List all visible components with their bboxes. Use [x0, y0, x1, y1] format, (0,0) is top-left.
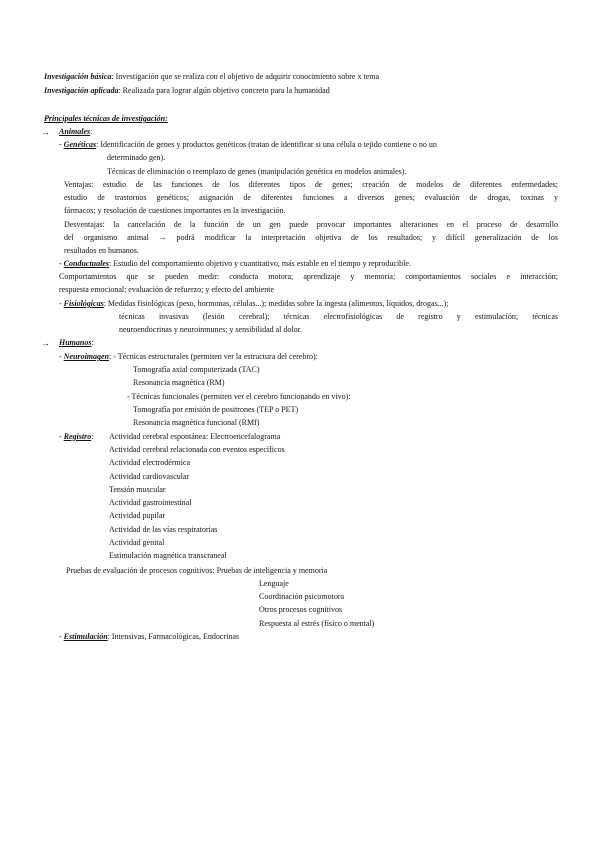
technique-item: Resonancia magnética (RM) — [133, 378, 225, 387]
functional-techniques: - Técnicas funcionales (permiten ver el cerebro funcionando en vivo): — [127, 392, 351, 401]
recording-item: Actividad pupilar — [109, 511, 166, 520]
cognitive-test-item: Respuesta al estrés (físico o mental) — [259, 619, 375, 628]
subsection-label: Neuroimagen — [63, 352, 110, 361]
bullet-dash: - — [59, 299, 62, 308]
label-colon: : — [91, 432, 94, 441]
section-heading: Humanos — [59, 338, 92, 347]
bullet-dash: - — [59, 352, 62, 361]
stimulation-line — [59, 632, 239, 642]
subsection-label: Genéticas — [63, 140, 97, 149]
disadvantages-line: del organismo animal → podrá modificar la interpretación objetiva de los resultados; y difícil generalización de los — [64, 233, 558, 242]
recording-item: Actividad cerebral relacionada con eventos específicos — [109, 445, 285, 454]
physiological-line — [59, 299, 449, 309]
genetics-line-2: Técnicas de eliminación o reemplazo de genes (manipulación genética en modelos animales). — [107, 167, 407, 176]
cognitive-test-item: Lenguaje — [259, 579, 289, 588]
behaviors-line: respuesta emocional; evaluación de refuerzo; y efecto del ambiente — [59, 285, 275, 294]
heading-colon: : — [90, 127, 93, 136]
recording-item: Tensión muscular — [109, 485, 166, 494]
recording-line — [59, 432, 93, 442]
definition-text: : Investigación que se realiza con el objetivo de adquirir conocimiento sobre x tema — [111, 72, 380, 81]
recording-item: Actividad de las vías respiratorias — [109, 525, 218, 534]
section-animales — [59, 127, 92, 137]
definition-term: Investigación básica — [44, 72, 112, 81]
arrow-right-icon: → — [41, 338, 50, 348]
genetics-continuation: determinado gen). — [107, 153, 166, 162]
subsection-label: Registro — [63, 432, 92, 441]
cognitive-test-item: Coordinación psicomotora — [259, 592, 345, 601]
bullet-dash: - — [59, 259, 62, 268]
technique-item: Tomografía por emisión de positrones (TEP o PET) — [133, 405, 299, 414]
subsection-label: Conductuales — [63, 259, 110, 268]
definition-text: : Realizada para lograr algún objetivo concreto para la humanidad — [118, 86, 330, 95]
definition-basic — [44, 72, 379, 82]
genetics-text: : Identificación de genes y productos genéticos (tratan de identificar si una célula o tejido contiene o no un — [96, 140, 437, 149]
recording-item: Estimulación magnética transcraneal — [109, 551, 227, 560]
bullet-dash: - — [59, 632, 62, 641]
heading-colon: : — [91, 338, 94, 347]
neuroimaging-line — [59, 352, 318, 362]
definition-applied — [44, 86, 330, 96]
cognitive-tests-intro: Pruebas de evaluación de procesos cognitivos: Pruebas de inteligencia y memoria — [66, 566, 328, 575]
disadvantages-line: Desventajas: la cancelación de la función de un gen puede provocar importantes alteraciones en el proceso de desarrollo — [64, 220, 558, 229]
label-colon: : — [109, 352, 112, 361]
definition-term: Investigación aplicada — [44, 86, 119, 95]
section-heading: Animales — [59, 127, 91, 136]
behaviors-line: Comportamientos que se pueden medir: conducta motora; aprendizaje y memoria; comportamientos sociales e interacción; — [59, 272, 558, 281]
physiological-continuation: neuroendocrinas y neuroinmunes; y sensibilidad al dolor. — [119, 325, 302, 334]
technique-item: Tomografía axial computerizada (TAC) — [133, 365, 260, 374]
cognitive-test-item: Otros procesos cognitivos — [259, 605, 343, 614]
recording-item: Actividad genital — [109, 538, 165, 547]
recording-item: Actividad gastrointestinal — [109, 498, 192, 507]
technique-item: Resonancia magnética funcional (RMf) — [133, 418, 260, 427]
bullet-dash: - — [59, 432, 62, 441]
recording-item: Actividad cerebral espontánea: Electroencefalograma — [109, 432, 281, 441]
subsection-label: Estimulación — [63, 632, 108, 641]
subsection-label: Fisiológicas — [63, 299, 104, 308]
behavioral-line — [59, 259, 411, 269]
recording-item: Actividad cardiovascular — [109, 472, 190, 481]
advantages-line: fármacos; y resolución de cuestiones importantes en la investigación. — [64, 206, 286, 215]
main-heading: Principales técnicas de investigación: — [44, 114, 168, 123]
structural-techniques: - Técnicas estructurales (permiten ver la estructura del cerebro): — [113, 352, 318, 361]
disadvantages-line: resultados en humanos. — [64, 246, 139, 255]
bullet-dash: - — [59, 140, 62, 149]
physiological-text: : Medidas fisiológicas (peso, hormonas, células...); medidas sobre la ingesta (alimentos, líquidos, drogas...); — [103, 299, 449, 308]
behavioral-text: : Estudio del comportamiento objetivo y cuantitativo, más estable en el tiempo y reproducible. — [109, 259, 411, 268]
recording-item: Actividad electrodérmica — [109, 458, 191, 467]
genetics-line — [59, 140, 437, 150]
advantages-line: estudio de trastornos genéticos; asignación de diferentes funciones a diversos genes; evaluación de drogas, toxinas y — [64, 193, 558, 202]
physiological-continuation: técnicas invasivas (lesión cerebral); técnicas electrofisiológicas de registro y estimulación; técnicas — [119, 312, 558, 321]
section-humanos — [59, 338, 94, 348]
advantages-line: Ventajas: estudio de las funciones de los diferentes tipos de genes; creación de modelos de diferentes enfermedades; — [64, 180, 558, 189]
arrow-right-icon: → — [41, 127, 50, 137]
stimulation-text: : Intensivas, Farmacológicas, Endocrinas — [107, 632, 239, 641]
